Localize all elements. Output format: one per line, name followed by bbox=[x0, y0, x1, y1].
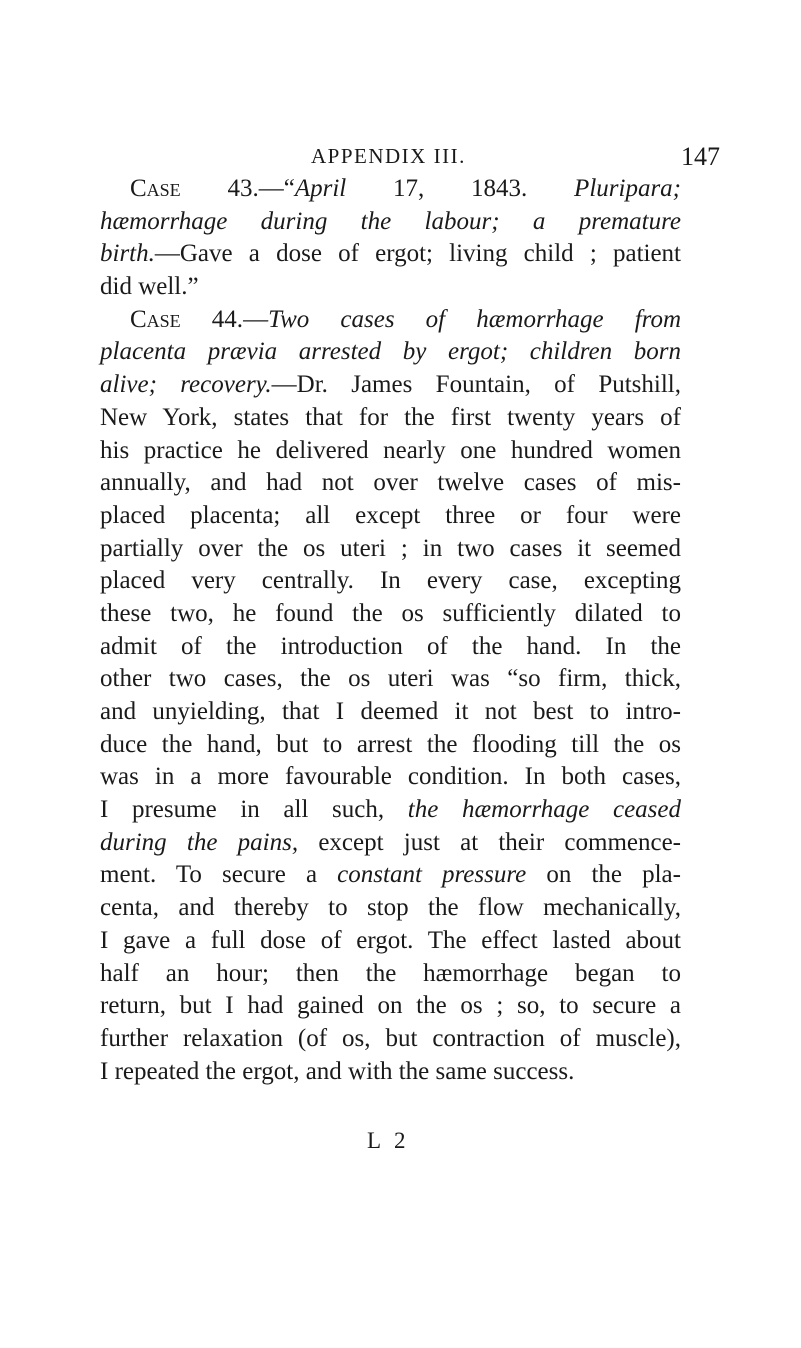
text-line: these two, he found the os sufficiently dilated to bbox=[100, 599, 681, 627]
text-line: other two cases, the os uteri was “so firm, thick, bbox=[100, 665, 681, 693]
italic-span: the hæmorrhage ceased bbox=[407, 796, 681, 824]
text-line bbox=[100, 369, 681, 402]
text-line: did well.” bbox=[100, 273, 199, 301]
text-line bbox=[100, 173, 681, 206]
text-span: on the pla- bbox=[526, 861, 681, 889]
text-span: — bbox=[243, 305, 269, 333]
text-line: I gave a full dose of ergot. The effect lasted about bbox=[100, 926, 681, 954]
text-line: was in a more favourable condition. In both cases, bbox=[100, 763, 681, 791]
text-line bbox=[100, 827, 681, 860]
text-span: ment. To secure a bbox=[100, 861, 338, 889]
italic-span: constant pressure bbox=[337, 861, 527, 889]
text-line bbox=[100, 206, 681, 239]
page-header bbox=[0, 144, 801, 174]
text-line: New York, states that for the first twenty years of bbox=[100, 403, 681, 431]
text-span: except just at their commence- bbox=[298, 828, 681, 856]
text-line: centa, and thereby to stop the flow mechanically, bbox=[100, 894, 681, 922]
text-line: I repeated the ergot, and with the same success. bbox=[100, 1057, 575, 1085]
text-line: partially over the os uteri ; in two cases it seemed bbox=[100, 534, 681, 562]
text-line bbox=[100, 336, 681, 369]
italic-span: hæmorrhage during the labour; a premature bbox=[100, 207, 681, 235]
italic-span: Pluripara; bbox=[574, 175, 681, 202]
italic-span: Two cases of hæmorrhage from bbox=[268, 305, 682, 333]
text-line: his practice he delivered nearly one hundred women bbox=[100, 436, 681, 464]
text-span: I presume in all such, bbox=[100, 796, 408, 824]
italic-span: birth. bbox=[100, 240, 155, 268]
text-line bbox=[100, 304, 681, 337]
italic-span: during the pains, bbox=[100, 828, 299, 856]
text-line: half an hour; then the hæmorrhage began to bbox=[100, 959, 681, 987]
page-number: 147 bbox=[681, 142, 720, 171]
italic-span: April bbox=[294, 175, 347, 202]
italic-span: alive; recovery. bbox=[100, 371, 272, 399]
text-line: placed very centrally. In every case, excepting bbox=[100, 567, 681, 595]
text-span: —Gave a dose of ergot; living child ; patient bbox=[154, 240, 681, 268]
text-line: return, but I had gained on the os ; so, to secure a bbox=[100, 992, 681, 1020]
text-line bbox=[100, 238, 681, 271]
case-label: Case 44. bbox=[130, 305, 244, 333]
text-span: —“ bbox=[258, 175, 295, 202]
text-line bbox=[100, 794, 681, 827]
running-head: APPENDIX III. bbox=[311, 144, 466, 168]
body-text bbox=[100, 173, 681, 1088]
text-span: 17, 1843. bbox=[346, 175, 575, 202]
text-line bbox=[100, 859, 681, 892]
text-line: admit of the introduction of the hand. In the bbox=[100, 632, 681, 660]
text-line: placed placenta; all except three or four were bbox=[100, 501, 681, 529]
text-line: further relaxation (of os, but contraction of muscle), bbox=[100, 1024, 681, 1052]
case-label: Case 43. bbox=[130, 175, 259, 202]
signature-mark: L 2 bbox=[367, 1128, 410, 1153]
text-span: —Dr. James Fountain, of Putshill, bbox=[271, 371, 681, 399]
text-line: annually, and had not over twelve cases of mis- bbox=[100, 469, 681, 497]
italic-span: placenta prævia arrested by ergot; children born bbox=[100, 338, 681, 366]
text-line: duce the hand, but to arrest the flooding till the os bbox=[100, 730, 681, 758]
text-line: and unyielding, that I deemed it not best to intro- bbox=[100, 698, 681, 725]
